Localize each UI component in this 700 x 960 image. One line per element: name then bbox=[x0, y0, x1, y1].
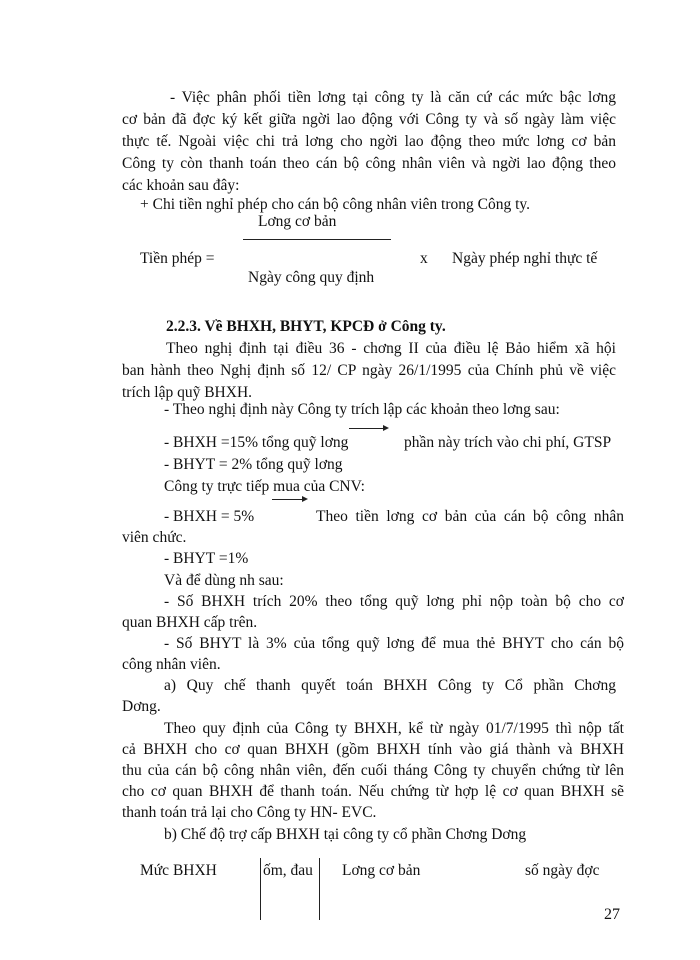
paragraph-line: Theo nghị định tại điều 36 - chơng II của điều lệ Bảo hiểm xã hội bbox=[166, 340, 616, 357]
formula-numerator: Lơng cơ bản bbox=[258, 213, 337, 230]
paragraph-line: cơ bản đã đợc ký kết giữa ngời lao động với Công ty và số ngày làm việc bbox=[122, 111, 616, 128]
paragraph-line: thanh toán trả lại cho Công ty HN- EVC. bbox=[122, 804, 377, 821]
arrow-icon bbox=[272, 499, 306, 500]
list-item-bhyt2: - BHYT =1% bbox=[164, 550, 249, 567]
formula-lhs: Tiền phép = bbox=[140, 250, 215, 267]
formula-denominator: Ngày công quy định bbox=[248, 269, 375, 286]
paragraph-line: - Việc phân phối tiền lơng tại công ty là căn cứ các mức bậc lơng bbox=[170, 89, 616, 106]
bullet-item: + Chi tiền nghỉ phép cho cán bộ công nhân viên trong Công ty. bbox=[140, 196, 531, 213]
list-item-so1: - Số BHXH trích 20% theo tổng quỹ lơng phỉ nộp toàn bộ cho cơ bbox=[164, 593, 624, 610]
table-cell: Lơng cơ bản bbox=[342, 862, 421, 879]
table-cell: số ngày đợc bbox=[525, 862, 600, 879]
list-item-continuation: viên chức. bbox=[122, 529, 187, 546]
list-item-note: Theo tiền lơng cơ bản của cán bộ công nhân bbox=[316, 508, 624, 525]
paragraph-line: Công ty còn thanh toán theo cán bộ công nhân viên và ngời lao động theo bbox=[122, 155, 616, 172]
table-cell: ốm, đau bbox=[263, 862, 313, 879]
table-divider bbox=[260, 858, 261, 920]
page-number: 27 bbox=[604, 906, 620, 923]
list-item-note: phần này trích vào chi phí, GTSP bbox=[404, 434, 612, 451]
paragraph-line: cho cơ quan BHXH để thanh toán. Nếu chứng từ hợp lệ cơ quan BHXH sẽ bbox=[122, 783, 624, 800]
subsection-heading: b) Chế độ trợ cấp BHXH tại công ty cổ phần Chơng Dơng bbox=[164, 826, 527, 843]
list-item-bhxh: - BHXH =15% tổng quỹ lơng bbox=[164, 434, 349, 451]
paragraph-line: trích lập quỹ BHXH. bbox=[122, 384, 253, 401]
arrow-icon bbox=[349, 428, 387, 429]
list-item-so1-cont: quan BHXH cấp trên. bbox=[122, 614, 258, 631]
fraction-bar bbox=[243, 239, 391, 240]
list-item-bhyt: - BHYT = 2% tổng quỹ lơng bbox=[164, 456, 343, 473]
list-item-bhxh2: - BHXH = 5% bbox=[164, 508, 255, 525]
paragraph-line: thu của cán bộ công nhân viên, đến cuối tháng Công ty chuyển chứng từ lên bbox=[122, 762, 624, 779]
table-divider bbox=[319, 858, 320, 920]
list-item-so2-cont: công nhân viên. bbox=[122, 656, 221, 673]
paragraph-line: các khoản sau đây: bbox=[122, 177, 240, 194]
section-heading: 2.2.3. Về BHXH, BHYT, KPCĐ ở Công ty. bbox=[166, 318, 446, 335]
list-item-so2: - Số BHYT là 3% của tổng quỹ lơng để mua thẻ BHYT cho cán bộ bbox=[164, 635, 624, 652]
formula-times: x bbox=[420, 250, 428, 267]
table-cell: Mức BHXH bbox=[140, 862, 217, 879]
paragraph-line: thực tế. Ngoài việc chi trả lơng cho ngời lao động theo mức lơng cơ bản bbox=[122, 133, 616, 150]
formula-rhs: Ngày phép nghỉ thực tế bbox=[452, 250, 598, 267]
list-item-use: Và để dùng nh sau: bbox=[164, 572, 284, 589]
paragraph-line: cả BHXH cho cơ quan BHXH (gồm BHXH tính vào giá thành và BHXH bbox=[122, 741, 624, 758]
paragraph-line: - Theo nghị định này Công ty trích lập các khoản theo lơng sau: bbox=[164, 401, 560, 418]
paragraph-line: ban hành theo Nghị định số 12/ CP ngày 26/1/1995 của Chính phủ về việc bbox=[122, 362, 616, 379]
subsection-heading: a) Quy chế thanh quyết toán BHXH Công ty Cổ phần Chơng bbox=[164, 677, 616, 694]
list-item-cnv: Công ty trực tiếp mua của CNV: bbox=[164, 478, 365, 495]
subsection-heading-cont: Dơng. bbox=[122, 698, 161, 715]
paragraph-line: Theo quy định của Công ty BHXH, kể từ ngày 01/7/1995 thì nộp tất bbox=[164, 720, 624, 737]
